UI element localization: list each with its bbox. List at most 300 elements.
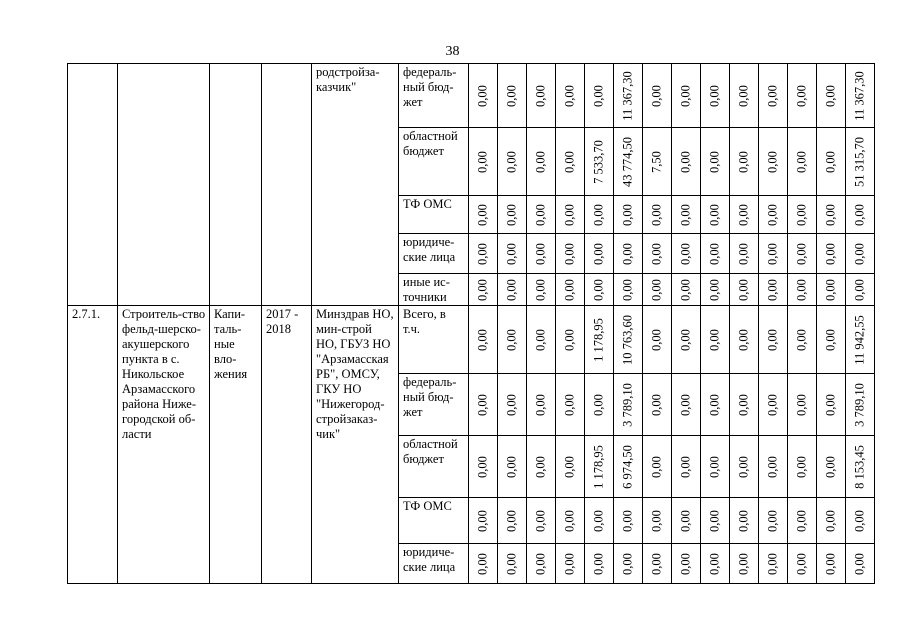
value-cell [701, 374, 730, 436]
cell-value: 0,00 [504, 509, 519, 532]
cell-value: 0,00 [649, 242, 664, 265]
value-cell [498, 436, 527, 498]
cell-value: 7,50 [649, 150, 664, 173]
cell-value: 0,00 [475, 552, 490, 575]
item-name-cell [118, 64, 210, 306]
cell-value: 0,00 [504, 150, 519, 173]
value-cell [701, 234, 730, 274]
cell-value: 0,00 [533, 552, 548, 575]
value-cell [817, 128, 846, 196]
value-cell [759, 306, 788, 374]
cell-value: 3 789,10 [852, 382, 867, 427]
value-cell [672, 274, 701, 306]
funding-table [67, 63, 875, 584]
cell-value: 0,00 [562, 328, 577, 351]
funding-source-cell: ТФ ОМС [399, 498, 469, 544]
funding-source-cell: областной бюджет [399, 128, 469, 196]
cell-value: 0,00 [765, 242, 780, 265]
value-cell [614, 544, 643, 584]
value-cell [759, 436, 788, 498]
value-cell [701, 498, 730, 544]
value-cell [759, 64, 788, 128]
value-cell [817, 436, 846, 498]
cell-value: 0,00 [475, 84, 490, 107]
value-cell [643, 196, 672, 234]
value-cell [701, 306, 730, 374]
cell-value: 0,00 [736, 203, 751, 226]
cell-value: 0,00 [475, 455, 490, 478]
cell-value: 0,00 [736, 278, 751, 301]
value-cell [643, 374, 672, 436]
value-cell [672, 234, 701, 274]
value-cell [498, 64, 527, 128]
cell-value: 0,00 [707, 455, 722, 478]
cell-value: 0,00 [678, 84, 693, 107]
cell-value: 0,00 [707, 150, 722, 173]
cell-value: 0,00 [533, 242, 548, 265]
value-cell [730, 196, 759, 234]
cell-value: 0,00 [475, 509, 490, 532]
value-cell [585, 374, 614, 436]
funding-source-cell: областной бюджет [399, 436, 469, 498]
value-cell [556, 544, 585, 584]
cell-value: 0,00 [736, 328, 751, 351]
cell-value: 0,00 [707, 242, 722, 265]
cell-value: 0,00 [649, 84, 664, 107]
cell-value: 0,00 [707, 278, 722, 301]
funding-source-cell: Всего, в т.ч. [399, 306, 469, 374]
cell-value: 0,00 [736, 150, 751, 173]
value-cell [701, 544, 730, 584]
value-cell [846, 274, 875, 306]
value-cell [788, 274, 817, 306]
cell-value: 0,00 [852, 278, 867, 301]
cell-value: 7 533,70 [591, 139, 606, 184]
cell-value: 0,00 [765, 393, 780, 416]
value-cell [759, 128, 788, 196]
value-cell [556, 436, 585, 498]
value-cell [846, 498, 875, 544]
value-cell [759, 498, 788, 544]
cell-value: 0,00 [562, 552, 577, 575]
value-cell [701, 196, 730, 234]
value-cell [788, 498, 817, 544]
value-cell [730, 374, 759, 436]
value-cell [788, 234, 817, 274]
cell-value: 0,00 [591, 278, 606, 301]
value-cell [817, 498, 846, 544]
funding-source-cell: юридиче-ские лица [399, 544, 469, 584]
value-cell [469, 128, 498, 196]
value-cell [817, 374, 846, 436]
cell-value: 0,00 [649, 393, 664, 416]
cell-value: 0,00 [591, 242, 606, 265]
value-cell [701, 128, 730, 196]
value-cell [846, 306, 875, 374]
value-cell [701, 64, 730, 128]
cell-value: 0,00 [504, 84, 519, 107]
cell-value: 0,00 [823, 150, 838, 173]
cell-value: 0,00 [852, 242, 867, 265]
cell-value: 0,00 [562, 203, 577, 226]
value-cell [614, 498, 643, 544]
cell-value: 11 367,30 [620, 70, 635, 121]
value-cell [469, 64, 498, 128]
value-cell [556, 274, 585, 306]
cell-value: 0,00 [504, 242, 519, 265]
value-cell [585, 498, 614, 544]
cell-value: 0,00 [533, 278, 548, 301]
cell-value: 0,00 [591, 203, 606, 226]
value-cell [846, 128, 875, 196]
cell-value: 0,00 [504, 203, 519, 226]
cell-value: 0,00 [504, 552, 519, 575]
value-cell [585, 64, 614, 128]
cell-value: 0,00 [823, 393, 838, 416]
cell-value: 0,00 [794, 393, 809, 416]
value-cell [469, 374, 498, 436]
cell-value: 0,00 [765, 278, 780, 301]
cell-value: 0,00 [707, 328, 722, 351]
cell-value: 0,00 [823, 509, 838, 532]
value-cell [585, 436, 614, 498]
value-cell [527, 498, 556, 544]
value-cell [469, 196, 498, 234]
value-cell [585, 196, 614, 234]
cell-value: 0,00 [533, 328, 548, 351]
cell-value: 0,00 [562, 509, 577, 532]
value-cell [788, 128, 817, 196]
value-cell [701, 436, 730, 498]
cell-value: 6 974,50 [620, 444, 635, 489]
cell-value: 1 178,95 [591, 317, 606, 362]
value-cell [817, 234, 846, 274]
value-cell [701, 274, 730, 306]
value-cell [788, 196, 817, 234]
value-cell [846, 436, 875, 498]
cell-value: 0,00 [794, 84, 809, 107]
table-row [68, 64, 875, 128]
value-cell [614, 306, 643, 374]
cell-value: 3 789,10 [620, 382, 635, 427]
value-cell [585, 274, 614, 306]
value-cell [469, 544, 498, 584]
value-cell [672, 196, 701, 234]
value-cell [498, 374, 527, 436]
value-cell [614, 128, 643, 196]
cell-value: 0,00 [475, 393, 490, 416]
period-cell: 2017 - 2018 [262, 306, 312, 584]
cell-value: 0,00 [794, 455, 809, 478]
cell-value: 0,00 [504, 393, 519, 416]
cell-value: 0,00 [475, 203, 490, 226]
cell-value: 0,00 [794, 203, 809, 226]
value-cell [498, 196, 527, 234]
value-cell [585, 306, 614, 374]
cell-value: 0,00 [765, 509, 780, 532]
value-cell [788, 374, 817, 436]
cell-value: 51 315,70 [852, 136, 867, 187]
funding-source-cell: федераль-ный бюд-жет [399, 64, 469, 128]
cell-value: 0,00 [765, 552, 780, 575]
cell-value: 0,00 [678, 328, 693, 351]
value-cell [556, 64, 585, 128]
value-cell [556, 374, 585, 436]
cell-value: 0,00 [620, 509, 635, 532]
type-cell: Капи-таль-ные вло-жения [210, 306, 262, 584]
value-cell [817, 196, 846, 234]
cell-value: 0,00 [765, 455, 780, 478]
cell-value: 0,00 [678, 393, 693, 416]
value-cell [614, 436, 643, 498]
cell-value: 0,00 [504, 278, 519, 301]
value-cell [846, 544, 875, 584]
cell-value: 0,00 [823, 328, 838, 351]
cell-value: 0,00 [533, 203, 548, 226]
value-cell [730, 306, 759, 374]
cell-value: 0,00 [533, 393, 548, 416]
value-cell [556, 498, 585, 544]
type-cell [210, 64, 262, 306]
value-cell [614, 196, 643, 234]
table-row [68, 306, 875, 374]
value-cell [788, 64, 817, 128]
value-cell [817, 544, 846, 584]
value-cell [527, 64, 556, 128]
cell-value: 0,00 [562, 84, 577, 107]
value-cell [759, 196, 788, 234]
value-cell [643, 498, 672, 544]
cell-value: 0,00 [765, 150, 780, 173]
page-number: 38 [445, 44, 460, 59]
cell-value: 0,00 [649, 328, 664, 351]
cell-value: 0,00 [591, 393, 606, 416]
cell-value: 0,00 [591, 552, 606, 575]
value-cell [846, 64, 875, 128]
value-cell [614, 274, 643, 306]
cell-value: 0,00 [823, 84, 838, 107]
cell-value: 0,00 [823, 242, 838, 265]
value-cell [643, 306, 672, 374]
value-cell [817, 274, 846, 306]
value-cell [672, 436, 701, 498]
value-cell [759, 234, 788, 274]
value-cell [643, 436, 672, 498]
cell-value: 0,00 [852, 552, 867, 575]
cell-value: 0,00 [620, 552, 635, 575]
cell-value: 0,00 [533, 150, 548, 173]
value-cell [672, 374, 701, 436]
value-cell [759, 274, 788, 306]
value-cell [614, 374, 643, 436]
cell-value: 0,00 [562, 150, 577, 173]
cell-value: 0,00 [533, 84, 548, 107]
funding-source-cell: юридиче-ские лица [399, 234, 469, 274]
value-cell [614, 234, 643, 274]
funding-source-cell: ТФ ОМС [399, 196, 469, 234]
value-cell [614, 64, 643, 128]
cell-value: 0,00 [736, 242, 751, 265]
value-cell [730, 128, 759, 196]
value-cell [643, 128, 672, 196]
cell-value: 0,00 [591, 84, 606, 107]
cell-value: 0,00 [736, 552, 751, 575]
cell-value: 0,00 [504, 455, 519, 478]
value-cell [527, 196, 556, 234]
cell-value: 0,00 [591, 509, 606, 532]
cell-value: 0,00 [765, 203, 780, 226]
value-cell [643, 544, 672, 584]
value-cell [730, 64, 759, 128]
executor-cell: родстройза-казчик" [312, 64, 399, 306]
value-cell [469, 234, 498, 274]
cell-value: 11 942,55 [852, 314, 867, 365]
cell-value: 0,00 [736, 509, 751, 532]
value-cell [846, 196, 875, 234]
value-cell [788, 306, 817, 374]
value-cell [643, 64, 672, 128]
value-cell [527, 128, 556, 196]
value-cell [469, 498, 498, 544]
value-cell [788, 544, 817, 584]
cell-value: 0,00 [736, 84, 751, 107]
value-cell [498, 544, 527, 584]
cell-value: 0,00 [649, 552, 664, 575]
value-cell [759, 374, 788, 436]
value-cell [672, 128, 701, 196]
cell-value: 0,00 [620, 278, 635, 301]
cell-value: 0,00 [475, 278, 490, 301]
cell-value: 0,00 [678, 509, 693, 532]
value-cell [498, 234, 527, 274]
cell-value: 0,00 [736, 393, 751, 416]
value-cell [585, 128, 614, 196]
cell-value: 0,00 [678, 242, 693, 265]
item-number-cell: 2.7.1. [68, 306, 118, 584]
funding-source-cell: федераль-ный бюд-жет [399, 374, 469, 436]
cell-value: 0,00 [823, 203, 838, 226]
cell-value: 10 763,60 [620, 314, 635, 365]
cell-value: 0,00 [794, 328, 809, 351]
cell-value: 0,00 [620, 203, 635, 226]
cell-value: 0,00 [562, 278, 577, 301]
value-cell [498, 128, 527, 196]
value-cell [788, 436, 817, 498]
cell-value: 0,00 [678, 455, 693, 478]
executor-cell: Минздрав НО, мин-строй НО, ГБУЗ НО "Арзамасская РБ", ОМСУ, ГКУ НО "Нижегород-стройзаказ-чик" [312, 306, 399, 584]
cell-value: 0,00 [736, 455, 751, 478]
period-cell [262, 64, 312, 306]
cell-value: 0,00 [707, 509, 722, 532]
cell-value: 0,00 [794, 278, 809, 301]
value-cell [556, 234, 585, 274]
cell-value: 0,00 [707, 84, 722, 107]
cell-value: 0,00 [678, 203, 693, 226]
cell-value: 0,00 [707, 552, 722, 575]
cell-value: 0,00 [504, 328, 519, 351]
cell-value: 11 367,30 [852, 70, 867, 121]
value-cell [469, 436, 498, 498]
cell-value: 0,00 [649, 509, 664, 532]
cell-value: 0,00 [794, 552, 809, 575]
value-cell [527, 306, 556, 374]
cell-value: 0,00 [562, 393, 577, 416]
cell-value: 0,00 [765, 328, 780, 351]
value-cell [672, 306, 701, 374]
cell-value: 0,00 [707, 393, 722, 416]
funding-source-cell: иные ис-точники [399, 274, 469, 306]
cell-value: 1 178,95 [591, 444, 606, 489]
cell-value: 0,00 [794, 509, 809, 532]
value-cell [527, 234, 556, 274]
value-cell [730, 234, 759, 274]
value-cell [556, 306, 585, 374]
value-cell [846, 374, 875, 436]
cell-value: 0,00 [765, 84, 780, 107]
value-cell [585, 234, 614, 274]
cell-value: 0,00 [823, 455, 838, 478]
value-cell [556, 128, 585, 196]
value-cell [556, 196, 585, 234]
value-cell [469, 274, 498, 306]
cell-value: 0,00 [852, 203, 867, 226]
cell-value: 8 153,45 [852, 444, 867, 489]
cell-value: 0,00 [533, 509, 548, 532]
value-cell [672, 544, 701, 584]
cell-value: 0,00 [475, 150, 490, 173]
value-cell [730, 498, 759, 544]
value-cell [498, 306, 527, 374]
item-number-cell [68, 64, 118, 306]
value-cell [585, 544, 614, 584]
cell-value: 43 774,50 [620, 136, 635, 187]
cell-value: 0,00 [620, 242, 635, 265]
cell-value: 0,00 [649, 203, 664, 226]
cell-value: 0,00 [562, 455, 577, 478]
cell-value: 0,00 [823, 552, 838, 575]
cell-value: 0,00 [852, 509, 867, 532]
value-cell [730, 274, 759, 306]
value-cell [527, 544, 556, 584]
value-cell [469, 306, 498, 374]
value-cell [672, 498, 701, 544]
value-cell [730, 544, 759, 584]
cell-value: 0,00 [678, 150, 693, 173]
cell-value: 0,00 [649, 278, 664, 301]
cell-value: 0,00 [678, 278, 693, 301]
cell-value: 0,00 [823, 278, 838, 301]
value-cell [643, 274, 672, 306]
value-cell [498, 498, 527, 544]
value-cell [498, 274, 527, 306]
item-name-cell: Строитель-ство фельд-шерско-акушерского пункта в с. Никольское Арзамасского района Ниже-городской об-ласти [118, 306, 210, 584]
value-cell [730, 436, 759, 498]
value-cell [527, 436, 556, 498]
value-cell [759, 544, 788, 584]
cell-value: 0,00 [707, 203, 722, 226]
cell-value: 0,00 [533, 455, 548, 478]
cell-value: 0,00 [794, 150, 809, 173]
value-cell [846, 234, 875, 274]
cell-value: 0,00 [678, 552, 693, 575]
value-cell [527, 374, 556, 436]
value-cell [672, 64, 701, 128]
value-cell [817, 306, 846, 374]
value-cell [643, 234, 672, 274]
cell-value: 0,00 [475, 242, 490, 265]
cell-value: 0,00 [475, 328, 490, 351]
cell-value: 0,00 [562, 242, 577, 265]
